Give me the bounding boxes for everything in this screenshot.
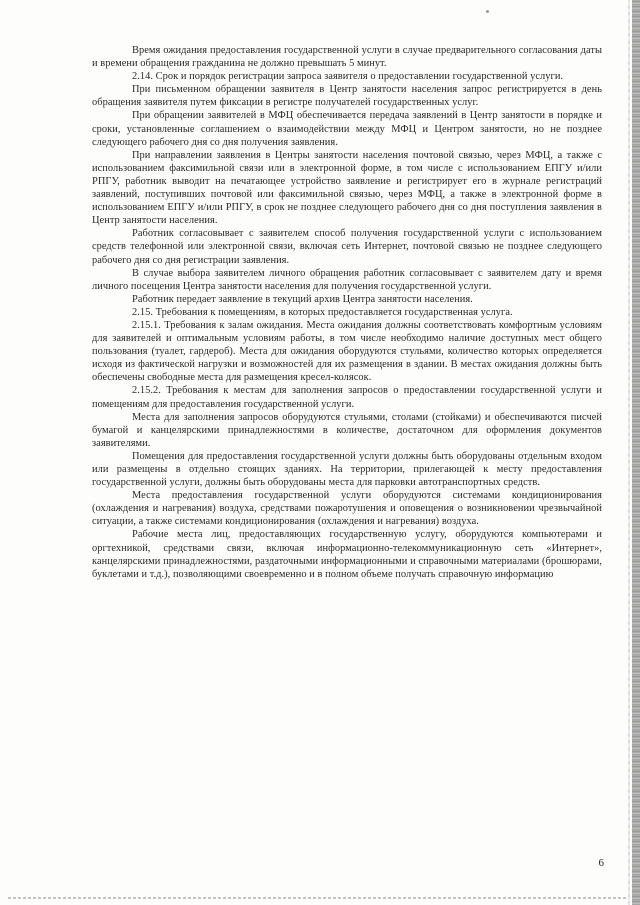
paragraph-waiting-time: Время ожидания предоставления государственной услуги в случае предварительного согласования даты и времени обращения гражданина не должно превышать 5 минут. bbox=[92, 45, 602, 70]
scan-speck bbox=[486, 10, 489, 13]
paragraph-workplaces: Рабочие места лиц, предоставляющих государственную услугу, оборудуются компьютерами и оргтехникой, средствами связи, включая информационно-телекоммуникационную сеть «Интернет», канцелярскими принадлежностями, раздаточными информационными и справочными материалами (брошюрами, буклетами и т.д.), позволяющими своевременно и в полном объеме получать справочную информацию bbox=[92, 529, 602, 580]
paragraph-archive: Работник передает заявление в текущий архив Центра занятости населения. bbox=[132, 293, 473, 305]
heading-2-14: 2.14. Срок и порядок регистрации запроса заявителя о предоставлении государственной услуги. bbox=[132, 71, 564, 83]
heading-2-15: 2.15. Требования к помещениям, в которых предоставляется государственная услуга. bbox=[132, 306, 513, 318]
paragraph-mfc-request: При обращении заявителей в МФЦ обеспечивается передача заявлений в Центр занятости в порядке и сроки, установленные соглашением о взаимодействии между МФЦ и Центром занятости, но не позднее следующего рабочего дня со дня получения заявления. bbox=[92, 110, 602, 148]
scan-edge bbox=[632, 0, 640, 905]
paragraph-written-request: При письменном обращении заявителя в Центр занятости населения запрос регистрируется в день обращения заявителя путем фиксации в регистре получателей государственных услуг. bbox=[92, 84, 602, 109]
paragraph-premises: Помещения для предоставления государственной услуги должны быть оборудованы отдельным входом или размещены в отдельно стоящих зданиях. На территории, прилегающей к месту предоставления государственной услуги, должны быть оборудованы места для парковки автотранспортных средств. bbox=[92, 450, 602, 489]
scan-edge-inner bbox=[628, 0, 630, 905]
paragraph-personal-visit: В случае выбора заявителем личного обращения работник согласовывает с заявителем дату и время личного посещения Центра занятости населения для получения государственной услуги. bbox=[92, 267, 602, 292]
paragraph-conditioning: Места предоставления государственной услуги оборудуются системами кондиционирования (охлаждения и нагревания) воздуха, средствами пожаротушения и оповещения о возникновении чрезвычайной ситуации, а также системами кондиционирования (охлаждения и нагревания) воздуха. bbox=[92, 490, 602, 528]
paragraph-postal-request: При направлении заявления в Центры занятости населения почтовой связью, через МФЦ, а также с использованием факсимильной связи или в электронной форме, в том числе с использованием ЕПГУ и/или РПГУ, работник выводит на печатающее устройство заявление и регистрирует его в журнале регистраций заявлений, поступивших почтовой или факсимильной связью, через МФЦ, а также в электронной форме в использованием ЕПГУ и/или РПГУ, в срок не позднее следующего рабочего дня со дня поступления заявления в Центр занятости населения. bbox=[92, 149, 602, 227]
page-number: 6 bbox=[598, 857, 604, 869]
paragraph-2-15-1: 2.15.1. Требования к залам ожидания. Места ожидания должны соответствовать комфортным условиям для заявителей и оптимальным условиям работы, в том числе необходимо наличие доступных мест общего пользования (туалет, гардероб). Места для ожидания оборудуются стульями, количество которых определяется исходя из фактической нагрузки и возможностей для их размещения в здании. В местах ожидания должны быть обеспечены свободные места для размещения кресел-колясок. bbox=[92, 319, 602, 384]
paragraph-filling-places: Места для заполнения запросов оборудуются стульями, столами (стойками) и обеспечиваются писчей бумагой и канцелярскими принадлежностями в количестве, достаточном для оформления документов заявителями. bbox=[92, 411, 602, 449]
paragraph-2-15-2: 2.15.2. Требования к местам для заполнения запросов о предоставлении государственной услуги и помещениям для предоставления государственной услуги. bbox=[92, 385, 602, 410]
document-body bbox=[92, 44, 602, 581]
paragraph-method-agreement: Работник согласовывает с заявителем способ получения государственной услуги с использованием средств телефонной или электронной связи, включая сеть Интернет, почтовой связью не позднее следующего рабочего дня со дня регистрации заявления. bbox=[92, 228, 602, 266]
bottom-scan-line bbox=[8, 897, 628, 899]
